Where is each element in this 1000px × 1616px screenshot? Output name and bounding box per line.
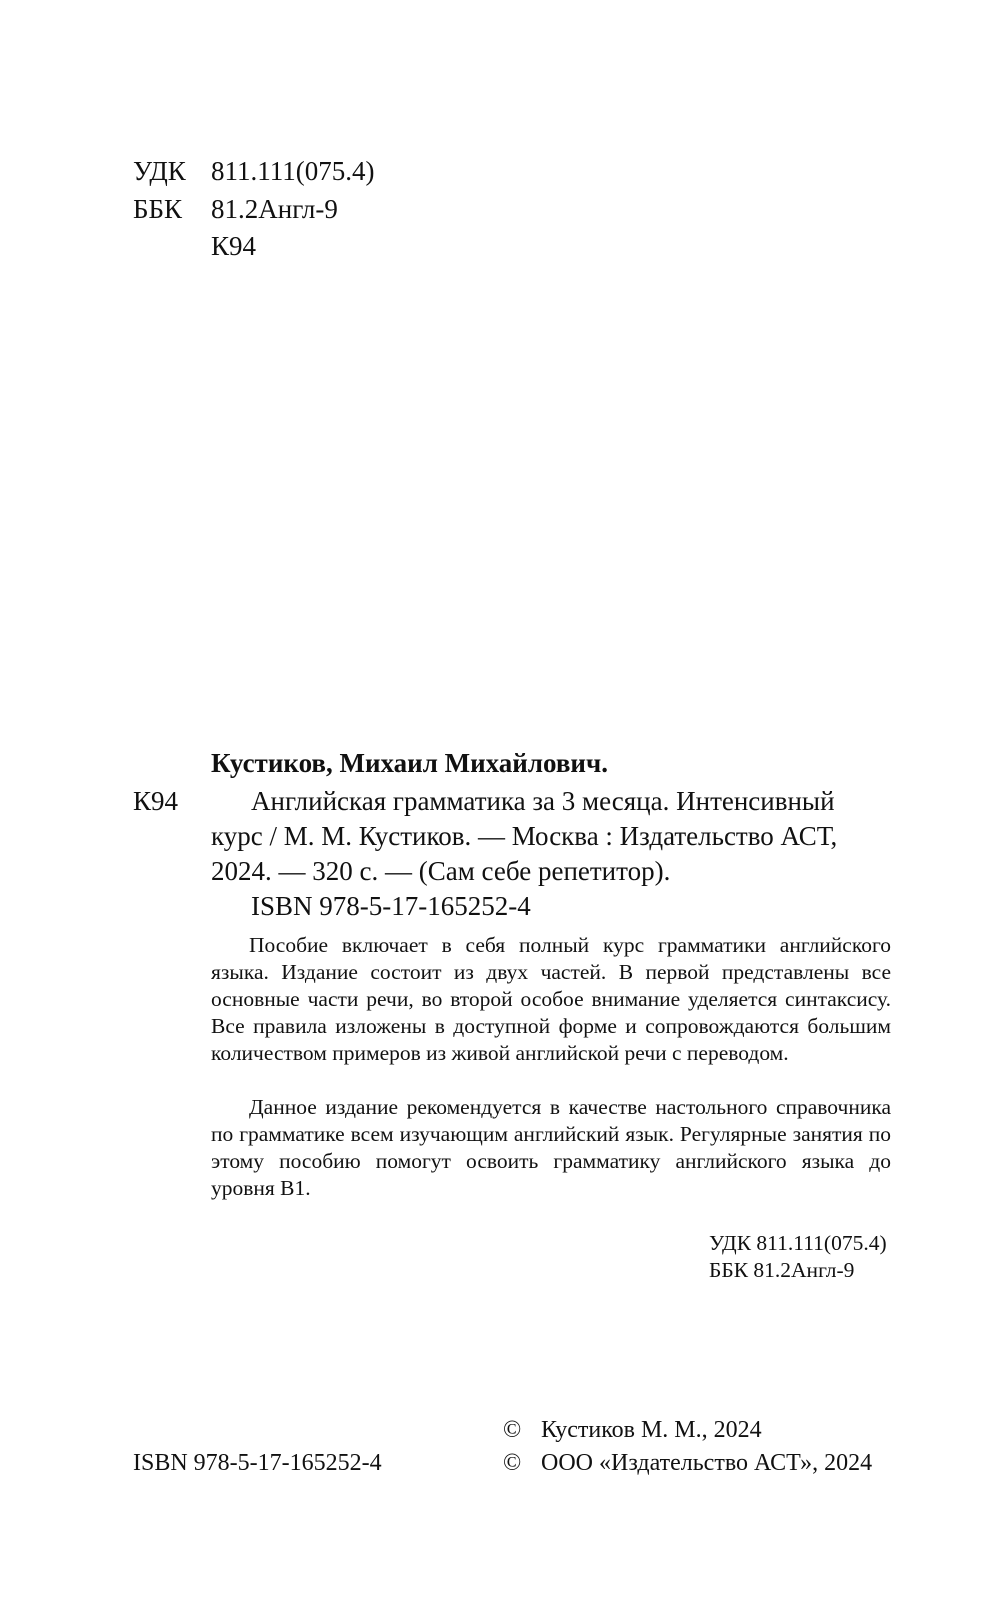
udk-value: 811.111(075.4) (211, 156, 375, 186)
bbk-value: 81.2Англ-9 (211, 194, 338, 224)
description-line-3: 2024. — 320 с. — (Сам себе репетитор). (211, 856, 671, 886)
copyright-author: Кустиков М. М., 2024 (541, 1417, 762, 1443)
author-heading: Кустиков, Михаил Михайлович. (211, 748, 608, 778)
udk-label: УДК (133, 156, 186, 186)
copyright-line-author (503, 1414, 762, 1446)
bbk-right: ББК 81.2Англ-9 (709, 1258, 855, 1282)
entry-isbn: ISBN 978-5-17-165252-4 (251, 891, 531, 921)
description-line-2: курс / М. М. Кустиков. — Москва : Издательство АСТ, (211, 821, 838, 851)
bbk-label: ББК (133, 194, 183, 224)
description-line-1: Английская грамматика за 3 месяца. Интенсивный (251, 786, 835, 816)
copyright-symbol: © (503, 1450, 522, 1476)
footer-isbn: ISBN 978-5-17-165252-4 (133, 1450, 382, 1476)
copyright-line-publisher (503, 1447, 872, 1479)
abstract-paragraph-2: Данное издание рекомендуется в качестве настольного справочника по грамматике всем изучающим английский язык. Регулярные занятия по этому пособию помогут освоить грамматику английского языка до уровня B1. (211, 1095, 891, 1200)
author-mark: К94 (133, 786, 179, 816)
author-mark-top: К94 (211, 231, 257, 261)
copyright-symbol: © (503, 1417, 522, 1443)
abstract-paragraph-1: Пособие включает в себя полный курс грамматики английского языка. Издание состоит из двух частей. В первой представлены все основные части речи, во второй особое внимание уделяется синтаксису. Все правила изложены в доступной форме и сопровождаются большим количеством примеров из живой английской речи с переводом. (211, 933, 891, 1065)
udk-right: УДК 811.111(075.4) (709, 1231, 887, 1255)
copyright-publisher: ООО «Издательство АСТ», 2024 (541, 1450, 873, 1476)
